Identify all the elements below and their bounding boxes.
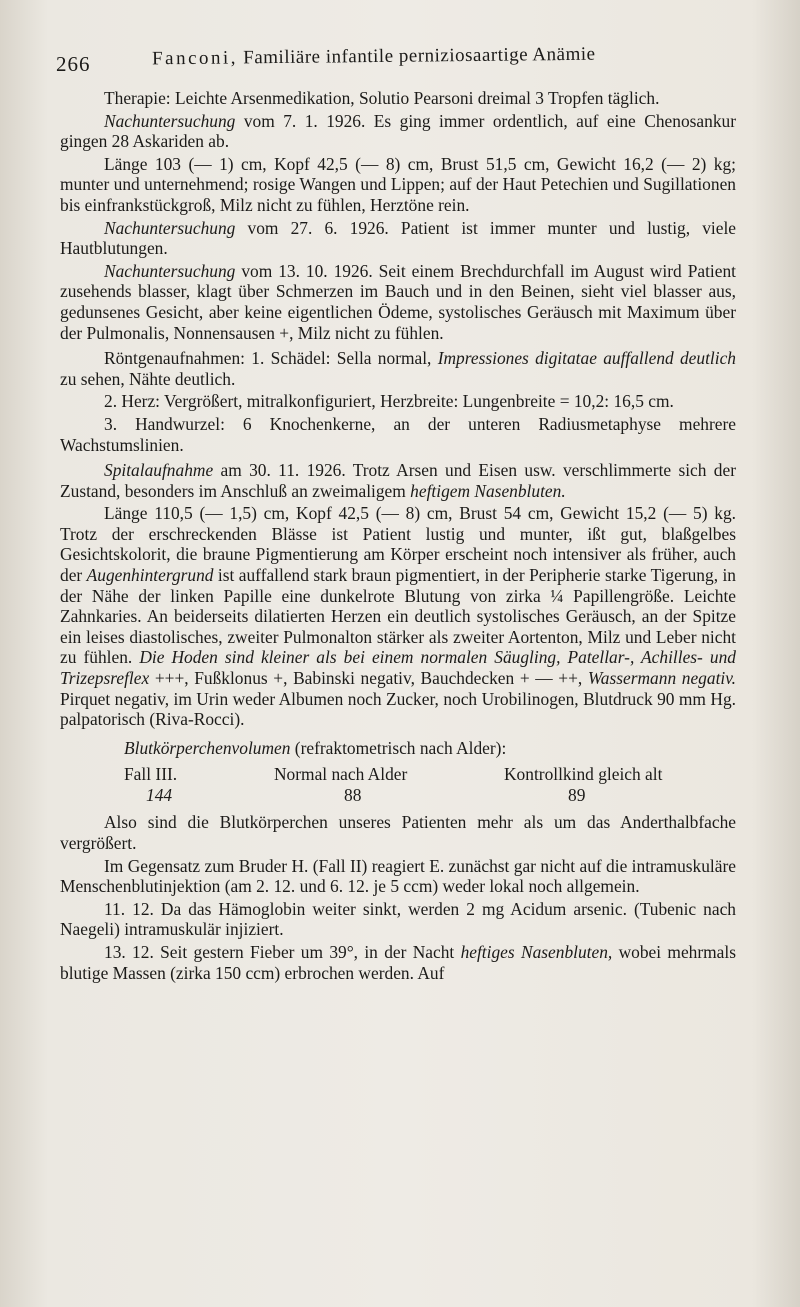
- running-author: Fanconi,: [151, 47, 239, 70]
- volume-table: [124, 764, 736, 806]
- paragraph-d1312: [60, 942, 736, 983]
- paragraph-laenge2: [60, 503, 736, 730]
- italic-run: Augenhintergrund: [86, 565, 214, 586]
- italic-run: Nachuntersuchung: [104, 217, 236, 238]
- paragraph-gegensatz: [60, 856, 736, 897]
- text-run: 11. 12. Da das Hämoglobin weiter sinkt, werden 2 mg Acidum arsenic. (Tubenic nach Naegeli) intramuskulär injiziert.: [60, 898, 736, 940]
- text-run: Länge 103 (— 1) cm, Kopf 42,5 (— 8) cm, Brust 51,5 cm, Gewicht 16,2 (— 2) kg; munter und unternehmend; rosige Wangen und Lippen; auf der Haut Petechien und Sugillationen bis einfrankstückgroß, Milz nicht zu fühlen, Herztöne rein.: [60, 153, 736, 215]
- text-run: zu sehen, Nähte deutlich.: [60, 368, 236, 389]
- volume-value-italic: 144: [146, 785, 173, 806]
- paragraph-nach3: [60, 261, 736, 343]
- italic-run: heftigem Nasenbluten.: [410, 480, 566, 501]
- volume-col-2-label: Normal nach Alder: [274, 764, 408, 785]
- paragraph-laenge1: [60, 154, 736, 216]
- text-run: wobei mehrmals blutige Massen (zirka 150 ccm) erbrochen werden. Auf: [60, 941, 737, 983]
- text-run: vom 13. 10. 1926. Seit einem Brechdurchfall im August wird Patient zusehends blasser, klagt über Schmerzen im Bauch und in den Beinen, sieht viel blasser aus, gedunsenes Gesicht, aber keine eigentlichen Ödeme, systolisches Geräusch mit Maximum über der Pulmonalis, Nonnensausen +, Milz nicht zu fühlen.: [60, 260, 736, 343]
- text-run: vom 27. 6. 1926. Patient ist immer munter und lustig, viele Hautblutungen.: [60, 217, 736, 259]
- text-run: 13. 12. Seit gestern Fieber um 39°, in der Nacht: [104, 941, 461, 962]
- text-run: Pirquet negativ, im Urin weder Albumen noch Zucker, noch Urobilinogen, Blutdruck 90 mm Hg. palpatorisch (Riva-Rocci).: [60, 688, 736, 730]
- paragraph-nach2: [60, 218, 736, 259]
- paragraph-therapie: [60, 88, 736, 109]
- paragraph-herz: [60, 391, 736, 412]
- running-title: Familiäre infantile perniziosaartige Anämie: [243, 43, 596, 69]
- italic-run: heftiges Nasenbluten,: [460, 941, 613, 962]
- volume-col-3-value: 89: [568, 785, 586, 806]
- volume-col-1-value: [124, 785, 274, 806]
- paragraph-spital: [60, 460, 736, 501]
- text-run: vom 7. 1. 1926. Es ging immer ordentlich, auf eine Chenosankur gingen 28 Askariden ab.: [60, 110, 736, 152]
- italic-run: Impressiones digitatae auffallend deutlich: [437, 348, 737, 369]
- paragraph-roentgen: [60, 348, 736, 389]
- italic-run: Spitalaufnahme: [104, 460, 214, 481]
- volume-col-3-label: Kontrollkind gleich alt: [504, 764, 663, 785]
- text-run: 3. Handwurzel: 6 Knochenkerne, an der unteren Radiusmetaphyse mehrere Wachstumslinien.: [60, 413, 736, 455]
- italic-run: Nachuntersuchung: [104, 260, 236, 281]
- page-header: [56, 44, 740, 74]
- volume-heading-italic: Blutkörperchenvolumen: [124, 737, 291, 758]
- italic-run: Wassermann negativ.: [587, 668, 737, 689]
- volume-col-2-value: 88: [344, 785, 362, 806]
- volume-col-1-label: Fall III.: [124, 764, 178, 785]
- text-run: Therapie: Leichte Arsenmedikation, Solutio Pearsoni dreimal 3 Tropfen täglich.: [104, 88, 660, 108]
- paragraph-nach1: [60, 111, 736, 152]
- text-run: 2. Herz: Vergrößert, mitralkonfiguriert, Herzbreite: Lungenbreite = 10,2: 16,5 cm.: [104, 391, 674, 412]
- text-run: +++, Fußklonus +, Babinski negativ, Bauchdecken + — ++,: [149, 668, 588, 689]
- paragraph-also: [60, 812, 736, 853]
- volume-heading: [60, 738, 736, 759]
- page-number: 266: [56, 52, 91, 76]
- text-run: am 30. 11. 1926. Trotz Arsen und Eisen usw. verschlimmerte sich der Zustand, besonders im Anschluß an zweimaligem: [60, 460, 736, 501]
- text-run: Röntgenaufnahmen: 1. Schädel: Sella normal,: [104, 348, 438, 369]
- paragraphs-before: [60, 88, 736, 730]
- running-head: [152, 44, 596, 71]
- italic-run: Nachuntersuchung: [104, 110, 236, 131]
- paragraph-hand: [60, 414, 736, 455]
- text-run: Länge 110,5 (— 1,5) cm, Kopf 42,5 (— 8) cm, Brust 54 cm, Gewicht 15,2 (— 5) kg. Trotz der erschreckenden Blässe ist Patient lustig und munter, ißt gut, blaßgelbes Gesichtskolorit, die braune Pigmentierung am Körper erscheint noch intensiver als früher, auch der: [60, 503, 736, 586]
- page-body: [60, 88, 736, 985]
- paragraphs-after: [60, 812, 736, 983]
- text-run: ist auffallend stark braun pigmentiert, in der Peripherie starke Tigerung, in der Nähe der linken Papille eine dunkelrote Blutung von zirka ¼ Papillengröße. Leichte Zahnkaries. An beiderseits dilatierten Herzen ein deutlich systolisches Geräusch, an der Spitze ein leises diastolisches, zweiter Pulmonalton stärker als zweiter Aortenton, Milz und Leber nicht zu fühlen.: [60, 565, 736, 668]
- text-run: Im Gegensatz zum Bruder H. (Fall II) reagiert E. zunächst gar nicht auf die intramuskuläre Menschenblutinjektion (am 2. 12. und 6. 12. je 5 ccm) weder lokal noch allgemein.: [60, 855, 736, 897]
- italic-run: Die Hoden sind kleiner als bei einem normalen Säugling, Patellar-, Achilles- und Trizepsreflex: [60, 647, 736, 689]
- volume-heading-rest: (refraktometrisch nach Alder):: [290, 737, 507, 758]
- text-run: Also sind die Blutkörperchen unseres Patienten mehr als um das Anderthalbfache vergrößert.: [60, 812, 736, 853]
- paragraph-d1112: [60, 899, 736, 940]
